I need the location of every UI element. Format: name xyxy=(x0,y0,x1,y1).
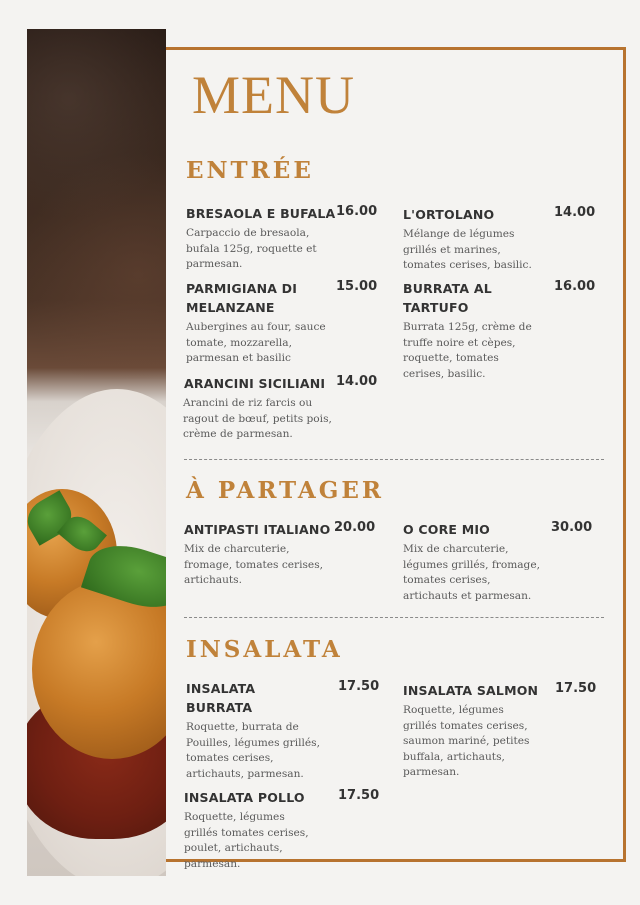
item-name: INSALATA SALMON xyxy=(403,683,539,698)
item-description: Carpaccio de bresaola, bufala 125g, roquette et parmesan. xyxy=(186,227,317,270)
item-description: Roquette, burrata de Pouilles, légumes grillés, tomates cerises, artichauts, parmesan. xyxy=(186,721,320,780)
item-name: BRESAOLA E BUFALA xyxy=(186,206,336,221)
item-price: 17.50 xyxy=(555,681,597,696)
section-title-insalata: INSALATA xyxy=(186,636,343,663)
item-description: Arancini de riz farcis ou ragout de bœuf, petits pois, crème de parmesan. xyxy=(183,397,332,440)
item-description: Mix de charcuterie, légumes grillés, fromage, tomates cerises, artichauts et parmesan. xyxy=(403,543,540,602)
section-title-entree: ENTRÉE xyxy=(186,157,314,184)
menu-item xyxy=(403,279,598,382)
item-price: 20.00 xyxy=(334,520,376,535)
item-price: 30.00 xyxy=(551,520,593,535)
item-description: Burrata 125g, crème de truffe noire et cèpes, roquette, tomates cerises, basilic. xyxy=(403,321,532,380)
menu-item xyxy=(186,279,381,367)
item-name: ARANCINI SICILIANI xyxy=(184,376,326,391)
item-price: 16.00 xyxy=(336,204,378,219)
item-price: 15.00 xyxy=(336,279,378,294)
menu-item xyxy=(186,679,381,782)
menu-item xyxy=(186,204,381,273)
item-description: Roquette, légumes grillés tomates cerises, poulet, artichauts, parmesan. xyxy=(184,811,309,870)
menu-item xyxy=(184,788,379,872)
item-name: L'ORTOLANO xyxy=(403,207,495,222)
item-price: 17.50 xyxy=(338,679,380,694)
item-name: INSALATA BURRATA xyxy=(186,681,256,715)
item-description: Aubergines au four, sauce tomate, mozzarella, parmesan et basilic xyxy=(186,321,326,364)
item-description: Roquette, légumes grillés tomates cerises, saumon mariné, petites buffala, artichauts, parmesan. xyxy=(403,704,530,778)
item-description: Mix de charcuterie, fromage, tomates cerises, artichauts. xyxy=(184,543,324,586)
menu-item xyxy=(184,374,379,443)
section-divider xyxy=(184,459,604,460)
item-name: BURRATA AL TARTUFO xyxy=(403,281,492,315)
menu-title: MENU xyxy=(192,65,355,125)
item-name: PARMIGIANA DI MELANZANE xyxy=(186,281,298,315)
item-price: 14.00 xyxy=(554,205,596,220)
menu-item xyxy=(403,520,598,604)
item-price: 14.00 xyxy=(336,374,378,389)
item-name: O CORE MIO xyxy=(403,522,491,537)
menu-item xyxy=(184,520,379,589)
menu-item xyxy=(403,681,598,781)
menu-item xyxy=(403,205,598,274)
item-name: ANTIPASTI ITALIANO xyxy=(184,522,331,537)
food-photo xyxy=(27,29,166,876)
section-title-partager: À PARTAGER xyxy=(186,477,385,504)
item-price: 17.50 xyxy=(338,788,380,803)
section-divider xyxy=(184,617,604,618)
item-price: 16.00 xyxy=(554,279,596,294)
item-name: INSALATA POLLO xyxy=(184,790,305,805)
item-description: Mélange de légumes grillés et marines, tomates cerises, basilic. xyxy=(403,228,532,271)
